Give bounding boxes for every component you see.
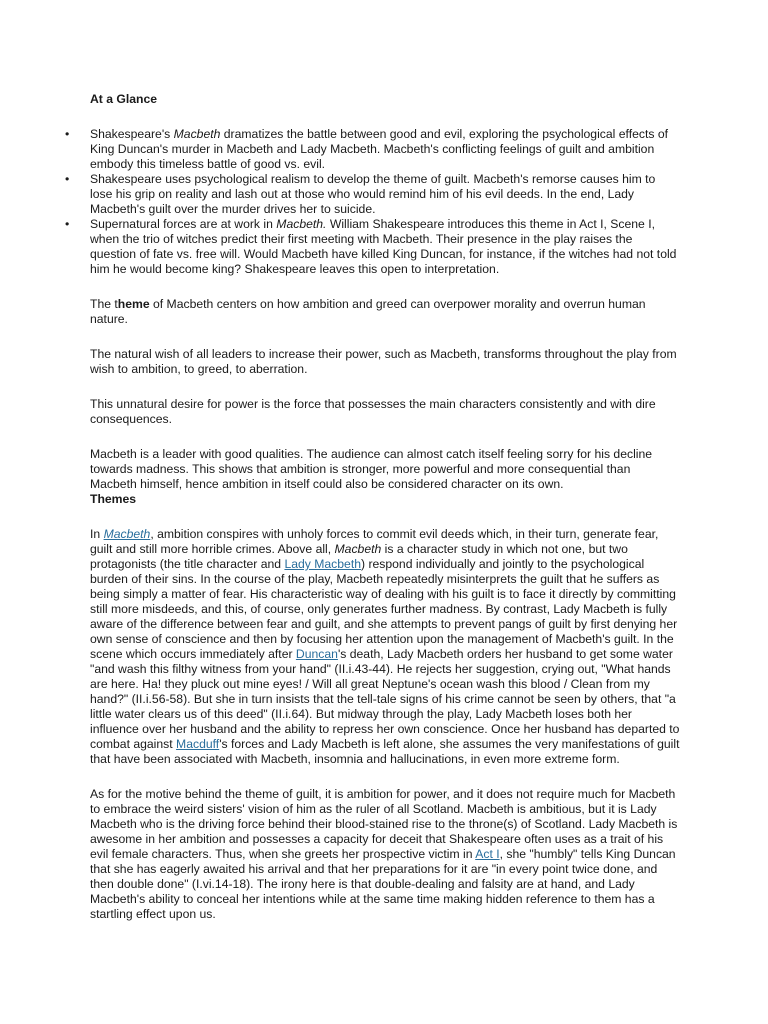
natural-wish-paragraph: The natural wish of all leaders to increase their power, such as Macbeth, transforms throughout the play from wish to ambition, to greed, to aberration. [90,347,677,376]
macduff-link[interactable]: Macduff [176,737,220,751]
act-i-link[interactable]: Act I [475,847,500,861]
themes-heading: Themes [90,492,137,506]
themes-paragraph-2: As for the motive behind the theme of guilt, it is ambition for power, and it does not require much for Macbeth to embrace the weird sisters' vision of him as the ruler of all Scotland. Macbeth is ambitious, but it is Lady Macbeth who is the driving force behind their blood-stained rise to the throne(s) of Scotland. Lady Macbeth is awesome in her ambition and possesses a capacity for deceit that Shakespeare often uses as a trait of his evil female characters. Thus, when she greets her prospective victim in Act I, she "humbly" tells King Duncan that she has eagerly awaited his arrival and that her preparations for it are "in every point twice done, and then double done" (I.vi.14-18). The irony here is that double-dealing and falsity are at hand, and Lady Macbeth's ability to conceal her intentions while at the same time making hidden reference to them has a startling effect upon us. [90,787,678,921]
bullet-item: • Supernatural forces are at work in Macbeth. William Shakespeare introduces this theme in Act I, Scene I, when the trio of witches predict their first meeting with Macbeth. Their presence in the play raises the question of fate vs. free will. Would Macbeth have killed King Duncan, for instance, if the witches had not told him he would become king? Shakespeare leaves this open to interpretation. [90,217,680,277]
unnatural-desire-paragraph: This unnatural desire for power is the force that possesses the main characters consistently and with dire consequences. [90,397,656,426]
macbeth-link[interactable]: Macbeth [103,527,151,541]
glance-bullet-list [90,127,680,277]
leader-paragraph: Macbeth is a leader with good qualities. The audience can almost catch itself feeling sorry for his decline towards madness. This shows that ambition is stronger, more powerful and more consequential than Macbeth himself, hence ambition in itself could also be considered character on its own. [90,447,653,491]
theme-paragraph: The theme of Macbeth centers on how ambition and greed can overpower morality and overrun human nature. [90,297,646,326]
at-a-glance-heading: At a Glance [90,92,158,106]
themes-paragraph-1: In Macbeth, ambition conspires with unholy forces to commit evil deeds which, in their turn, generate fear, guilt and still more horrible crimes. Above all, Macbeth is a character study in which not one, but two protagonists (the title character and Lady Macbeth) respond individually and jointly to the psychological burden of their sins. In the course of the play, Macbeth repeatedly misinterprets the guilt that he suffers as being simply a matter of fear. His characteristic way of dealing with his guilt is to face it directly by committing still more misdeeds, and this, of course, only generates further madness. By contrast, Lady Macbeth is fully aware of the difference between fear and guilt, and she attempts to prevent pangs of guilt by first denying her own sense of conscience and then by focusing her attention upon the management of Macbeth's guilt. In the scene which occurs immediately after Duncan's death, Lady Macbeth orders her husband to get some water "and wash this filthy witness from your hand" (II.i.43-44). He rejects her suggestion, crying out, "What hands are here. Ha! they pluck out mine eyes! / Will all great Neptune's ocean wash this blood / Clean from my hand?" (II.i.56-58). But she in turn insists that the tell-tale signs of his crime cannot be seen by others, that "a little water clears us of this deed" (II.i.64). But midway through the play, Lady Macbeth loses both her influence over her husband and the ability to repress her own conscience. Once her husband has departed to combat against Macduff's forces and Lady Macbeth is left alone, she assumes the very manifestations of guilt that have been associated with Macbeth, insomnia and hallucinations, in even more extreme form. [90,527,680,766]
document-body [90,92,680,922]
bullet-item: • Shakespeare uses psychological realism to develop the theme of guilt. Macbeth's remorse causes him to lose his grip on reality and lash out at those who would remind him of his evil deeds. In the end, Lady Macbeth's guilt over the murder drives her to suicide. [90,172,680,217]
bullet-item: • Shakespeare's Macbeth dramatizes the battle between good and evil, exploring the psychological effects of King Duncan's murder in Macbeth and Lady Macbeth. Macbeth's conflicting feelings of guilt and ambition embody this timeless battle of good vs. evil. [90,127,680,172]
duncan-link[interactable]: Duncan [295,647,338,661]
lady-macbeth-link[interactable]: Lady Macbeth [284,557,361,571]
